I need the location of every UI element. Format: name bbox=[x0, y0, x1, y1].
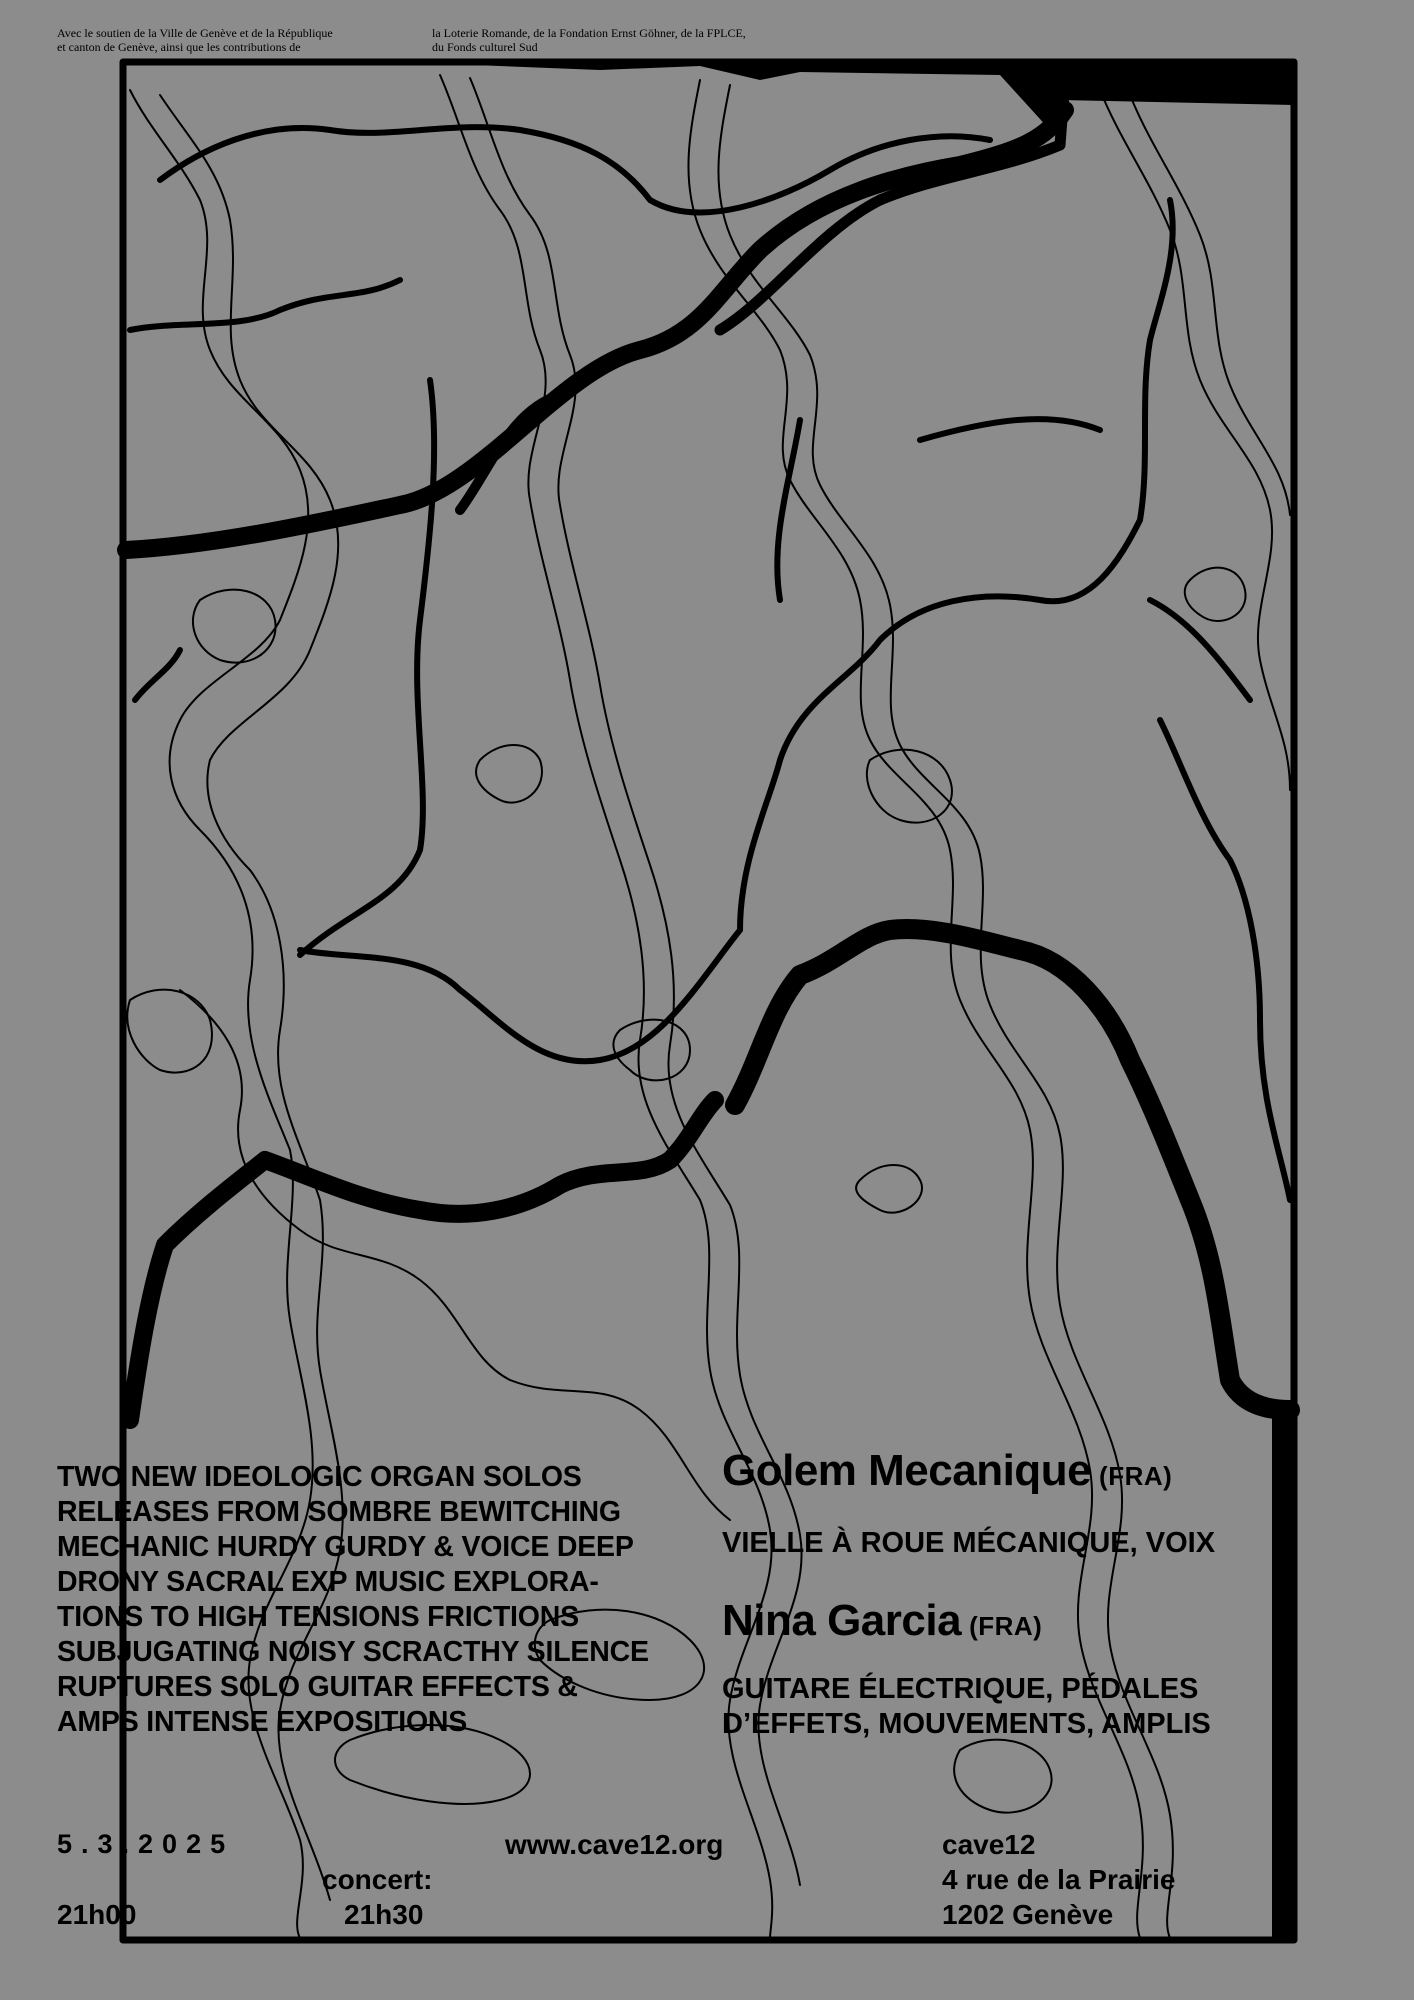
description-line: AMPS INTENSE EXPOSITIONS bbox=[57, 1706, 468, 1738]
act-description-line: GUITARE ÉLECTRIQUE, PÉDALES bbox=[722, 1673, 1199, 1705]
act-description bbox=[722, 1526, 1215, 1561]
event-date: 5.3.2025 bbox=[57, 1829, 235, 1859]
act-golem-mecanique bbox=[722, 1446, 1172, 1496]
description-line: DRONY SACRAL EXP MUSIC EXPLORA- bbox=[57, 1566, 599, 1598]
act-nina-garcia bbox=[722, 1596, 1042, 1646]
description-line: MECHANIC HURDY GURDY & VOICE DEEP bbox=[57, 1531, 634, 1563]
venue-street: 4 rue de la Prairie bbox=[942, 1864, 1176, 1895]
concert-label: concert: bbox=[322, 1864, 433, 1895]
description-line: RELEASES FROM SOMBRE BEWITCHING bbox=[57, 1496, 621, 1528]
description-line: TIONS TO HIGH TENSIONS FRICTIONS bbox=[57, 1601, 579, 1633]
website-link[interactable]: www.cave12.org bbox=[505, 1829, 724, 1860]
artwork-frame-shadow bbox=[1272, 1400, 1294, 1940]
act-name: Golem Mecanique bbox=[722, 1446, 1092, 1495]
description-line: TWO NEW IDEOLOGIC ORGAN SOLOS bbox=[57, 1461, 582, 1493]
venue-address bbox=[942, 1827, 1175, 1932]
act-description bbox=[722, 1672, 1211, 1742]
credit-line: et canton de Genève, ainsi que les contributions de bbox=[57, 40, 301, 54]
credit-line: du Fonds culturel Sud bbox=[432, 40, 538, 54]
act-description-line: D’EFFETS, MOUVEMENTS, AMPLIS bbox=[722, 1708, 1211, 1740]
concert-time: 21h30 bbox=[344, 1899, 424, 1930]
act-origin: (FRA) bbox=[969, 1611, 1043, 1641]
event-description bbox=[57, 1460, 697, 1740]
credit-line: la Loterie Romande, de la Fondation Ernst Göhner, de la FPLCE, bbox=[432, 26, 746, 40]
act-origin: (FRA) bbox=[1099, 1461, 1173, 1491]
act-name: Nina Garcia bbox=[722, 1596, 962, 1645]
description-line: SUBJUGATING NOISY SCRACTHY SILENCE bbox=[57, 1636, 649, 1668]
doors-time: 21h00 bbox=[57, 1899, 137, 1930]
venue-city: 1202 Genève bbox=[942, 1899, 1114, 1930]
description-line: RUPTURES SOLO GUITAR EFFECTS & bbox=[57, 1671, 578, 1703]
credit-line: Avec le soutien de la Ville de Genève et de la République bbox=[57, 26, 333, 40]
act-description-line: VIELLE À ROUE MÉCANIQUE, VOIX bbox=[722, 1527, 1216, 1559]
venue-name: cave12 bbox=[942, 1829, 1036, 1860]
